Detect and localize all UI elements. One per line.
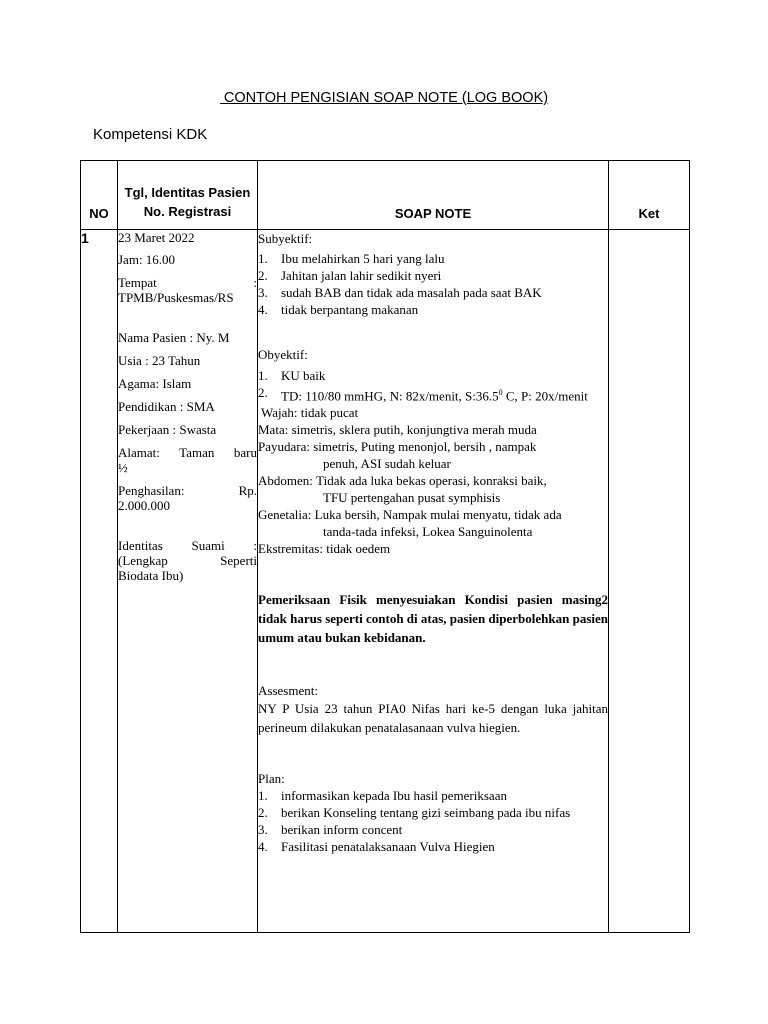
assessment-label: Assesment: xyxy=(258,683,318,699)
exam-breast-label: Payudara: xyxy=(258,439,314,455)
exam-extremities: Ekstremitas: tidak oedem xyxy=(258,541,391,557)
exam-abdomen-label: Abdomen: xyxy=(258,473,317,489)
table-header-row xyxy=(81,161,690,230)
plan-list xyxy=(258,787,608,855)
exam-genitalia-cont: tanda-tada infeksi, Lokea Sanguinolenta xyxy=(323,524,533,540)
exam-genitalia-label: Genetalia: xyxy=(258,507,315,523)
assessment-text: NY P Usia 23 tahun PIA0 Nifas hari ke-5 dengan luka jahitan perineum dilakukan penatalasanaan vulva hiegien. xyxy=(258,701,608,736)
place-label: Tempat xyxy=(118,275,157,290)
header-identity-line2: No. Registrasi xyxy=(143,204,232,219)
list-item: 1. KU baik xyxy=(258,368,326,383)
header-identity xyxy=(118,161,258,230)
patient-age: Usia : 23 Tahun xyxy=(118,353,201,368)
patient-address-line1: Alamat: Taman baru xyxy=(118,445,257,460)
patient-name: Nama Pasien : Ny. M xyxy=(118,330,230,345)
place-value: TPMB/Puskesmas/RS xyxy=(118,290,234,305)
exam-breast-cont: penuh, ASI sudah keluar xyxy=(323,456,451,472)
exam-genitalia-value: Luka bersih, Nampak mulai menyatu, tidak ada xyxy=(314,507,562,523)
subjective-list xyxy=(258,250,608,318)
row-number: 1 xyxy=(81,230,118,933)
exam-genitalia xyxy=(258,506,608,523)
patient-identity-cell xyxy=(118,230,258,933)
list-item: 2. Jahitan jalan lahir sedikit nyeri xyxy=(258,268,442,283)
husband-identity-line2: (Lengkap Seperti xyxy=(118,553,257,568)
objective-label: Obyektif: xyxy=(258,347,308,362)
list-item: 4. tidak berpantang makanan xyxy=(258,302,419,317)
visit-time: Jam: 16.00 xyxy=(118,252,176,267)
soap-note-cell xyxy=(258,230,609,933)
exam-face: Wajah: tidak pucat xyxy=(258,405,359,421)
header-ket: Ket xyxy=(609,161,690,230)
exam-abdomen-value: Tidak ada luka bekas operasi, konraksi baik, xyxy=(316,473,547,489)
list-item: 3. berikan inform concent xyxy=(258,822,403,838)
husband-identity-line1: Identitas Suami : xyxy=(118,538,257,553)
header-soap-note: SOAP NOTE xyxy=(258,161,609,230)
header-no: NO xyxy=(81,161,118,230)
plan-label: Plan: xyxy=(258,771,285,787)
page-title: CONTOH PENGISIAN SOAP NOTE (LOG BOOK) xyxy=(219,90,549,106)
header-identity-line1: Tgl, Identitas Pasien xyxy=(124,185,251,200)
list-item: 2. TD: 110/80 mmHG, N: 82x/menit, S:36.5$^0$ C, P: 20x/menit xyxy=(258,385,588,404)
exam-abdomen xyxy=(258,472,608,489)
patient-job: Pekerjaan : Swasta xyxy=(118,422,217,437)
exam-breast-value: simetris, Puting menonjol, bersih , nampak xyxy=(313,439,537,455)
patient-income-line2: 2.000.000 xyxy=(118,498,170,513)
husband-identity-line3: Biodata Ibu) xyxy=(118,568,184,583)
ket-cell xyxy=(609,230,690,933)
list-item: 2. berikan Konseling tentang gizi seimbang pada ibu nifas xyxy=(258,805,571,821)
patient-address-line2: ½ xyxy=(118,460,128,475)
objective-list xyxy=(258,367,608,404)
table-row xyxy=(81,230,690,933)
patient-education: Pendidikan : SMA xyxy=(118,399,215,414)
place-row xyxy=(118,275,257,290)
place-colon: : xyxy=(253,275,257,290)
exam-breast xyxy=(258,438,608,455)
exam-guidance-note: Pemeriksaan Fisik menyesuiakan Kondisi pasien masing2 tidak harus seperti contoh di atas, pasien diperbolehkan pasien umum atau bukan kebidanan. xyxy=(258,592,608,646)
visit-date: 23 Maret 2022 xyxy=(118,230,195,245)
soap-log-table xyxy=(80,160,690,933)
subjective-label: Subyektif: xyxy=(258,231,313,246)
list-item: 3. sudah BAB dan tidak ada masalah pada saat BAK xyxy=(258,285,542,300)
list-item: 1. informasikan kepada Ibu hasil pemeriksaan xyxy=(258,788,507,804)
exam-abdomen-cont: TFU pertengahan pusat symphisis xyxy=(323,490,501,506)
patient-income-line1: Penghasilan: Rp. xyxy=(118,483,257,498)
patient-religion: Agama: Islam xyxy=(118,376,192,391)
competency-subtitle: Kompetensi KDK xyxy=(93,126,208,143)
list-item: 4. Fasilitasi penatalaksanaan Vulva Hiegien xyxy=(258,839,495,855)
list-item: 1. Ibu melahirkan 5 hari yang lalu xyxy=(258,251,445,266)
exam-eyes: Mata: simetris, sklera putih, konjungtiva merah muda xyxy=(258,422,537,438)
